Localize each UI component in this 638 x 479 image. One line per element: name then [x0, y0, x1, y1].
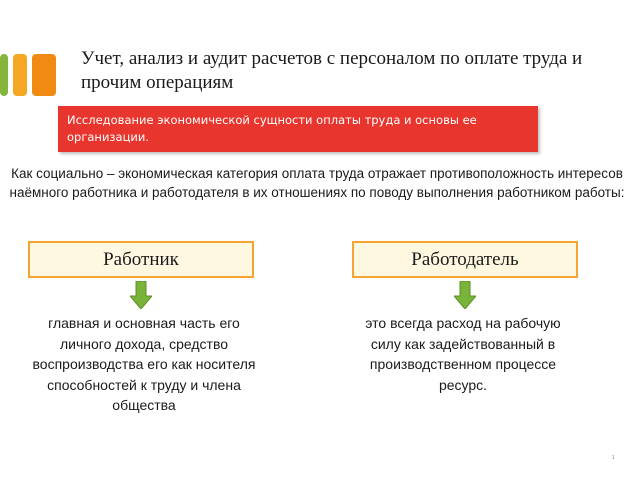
- green-bar: [0, 54, 8, 96]
- down-arrow-icon: [454, 281, 476, 309]
- employer-description: это всегда расход на рабочую силу как задействованный в производственном процессе ресурс.: [365, 315, 561, 393]
- intro-text: Как социально – экономическая категория оплата труда отражает противоположность интересов наёмного работника и работодателя в их отношениях по поводу выполнения работником работы:: [9, 166, 625, 200]
- banner-text: Исследование экономической сущности оплаты труда и основы ее организации.: [67, 113, 477, 144]
- orange-bar-small: [13, 54, 27, 96]
- orange-bar-large: [32, 54, 56, 96]
- topic-banner: [58, 106, 538, 152]
- employee-box: Работник: [28, 241, 254, 278]
- decorative-bars: [0, 54, 60, 96]
- slide-title: Учет, анализ и аудит расчетов с персоналом по оплате труда и прочим операциям: [81, 48, 583, 93]
- down-arrow-icon: [130, 281, 152, 309]
- employee-description: главная и основная часть его личного дохода, средство воспроизводства его как носителя способностей к труду и члена общества: [32, 315, 256, 413]
- employer-box: Работодатель: [352, 241, 578, 278]
- page-number: 1: [612, 455, 615, 461]
